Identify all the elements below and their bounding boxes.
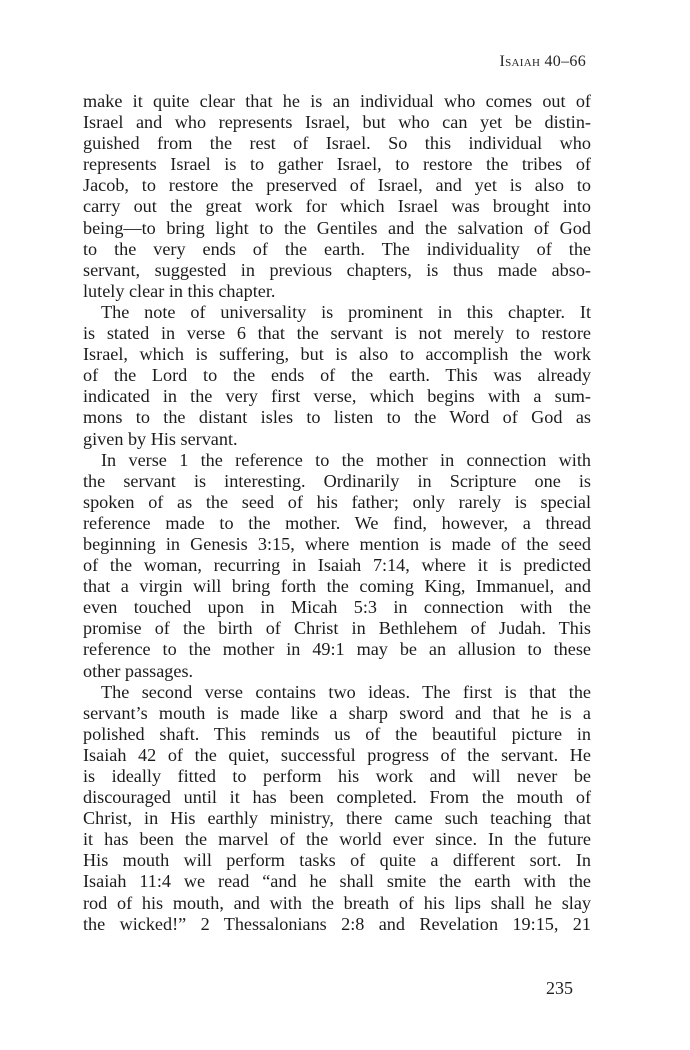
text-line: Jacob, to restore the preserved of Israel, and yet is also to bbox=[83, 175, 591, 196]
text-line: rod of his mouth, and with the breath of his lips shall he slay bbox=[83, 892, 591, 913]
text-line: is stated in verse 6 that the servant is not merely to restore bbox=[83, 323, 591, 344]
text-line: represents Israel is to gather Israel, to restore the tribes of bbox=[83, 154, 591, 175]
paragraph-4 bbox=[83, 682, 591, 935]
text-line: Isaiah 11:4 we read “and he shall smite the earth with the bbox=[83, 871, 591, 892]
text-line: Christ, in His earthly ministry, there came such teaching that bbox=[83, 808, 591, 829]
text-line: reference made to the mother. We find, however, a thread bbox=[83, 512, 591, 533]
text-line: spoken of as the seed of his father; only rarely is special bbox=[83, 491, 591, 512]
text-line: servant, suggested in previous chapters, is thus made abso- bbox=[83, 259, 591, 280]
text-line: polished shaft. This reminds us of the beautiful picture in bbox=[83, 723, 591, 744]
page-number: 235 bbox=[546, 978, 573, 998]
text-line: guished from the rest of Israel. So this individual who bbox=[83, 133, 591, 154]
text-line: of the woman, recurring in Isaiah 7:14, where it is predicted bbox=[83, 555, 591, 576]
text-line: even touched upon in Micah 5:3 in connection with the bbox=[83, 597, 591, 618]
text-line: given by His servant. bbox=[83, 428, 238, 449]
text-line: discouraged until it has been completed. From the mouth of bbox=[83, 787, 591, 808]
text-line: servant’s mouth is made like a sharp sword and that he is a bbox=[83, 702, 591, 723]
text-line: beginning in Genesis 3:15, where mention is made of the seed bbox=[83, 533, 591, 554]
text-line: of the Lord to the ends of the earth. This was already bbox=[83, 365, 591, 386]
text-line: make it quite clear that he is an individual who comes out of bbox=[83, 91, 591, 111]
text-line: His mouth will perform tasks of quite a different sort. In bbox=[83, 850, 591, 871]
text-line: In verse 1 the reference to the mother in connection with bbox=[101, 449, 591, 470]
body-text bbox=[83, 91, 591, 935]
text-line: Israel and who represents Israel, but who can yet be distin- bbox=[83, 112, 591, 133]
text-line: lutely clear in this chapter. bbox=[83, 280, 276, 301]
text-line: the servant is interesting. Ordinarily in Scripture one is bbox=[83, 470, 591, 491]
text-line: that a virgin will bring forth the coming King, Immanuel, and bbox=[83, 576, 591, 597]
text-line: other passages. bbox=[83, 660, 194, 681]
text-line: to the very ends of the earth. The individuality of the bbox=[83, 238, 591, 259]
text-line: reference to the mother in 49:1 may be an allusion to these bbox=[83, 639, 591, 660]
text-line: being—to bring light to the Gentiles and the salvation of God bbox=[83, 217, 591, 238]
text-line: The note of universality is prominent in this chapter. It bbox=[101, 301, 591, 322]
text-line: it has been the marvel of the world ever since. In the future bbox=[83, 829, 591, 850]
paragraph-1 bbox=[83, 91, 591, 302]
text-line: Israel, which is suffering, but is also to accomplish the work bbox=[83, 344, 591, 365]
running-head: Isaiah 40–66 bbox=[499, 53, 586, 70]
text-line: promise of the birth of Christ in Bethlehem of Judah. This bbox=[83, 618, 591, 639]
text-line: carry out the great work for which Israel was brought into bbox=[83, 196, 591, 217]
text-line: The second verse contains two ideas. The first is that the bbox=[101, 681, 591, 702]
text-line: is ideally fitted to perform his work and will never be bbox=[83, 766, 591, 786]
text-line: Isaiah 42 of the quiet, successful progress of the servant. He bbox=[83, 744, 591, 765]
text-line: mons to the distant isles to listen to the Word of God as bbox=[83, 407, 591, 428]
text-line: the wicked!” 2 Thessalonians 2:8 and Revelation 19:15, 21 bbox=[83, 913, 591, 934]
paragraph-3 bbox=[83, 450, 591, 682]
text-line: indicated in the very first verse, which begins with a sum- bbox=[83, 386, 591, 407]
paragraph-2 bbox=[83, 302, 591, 450]
